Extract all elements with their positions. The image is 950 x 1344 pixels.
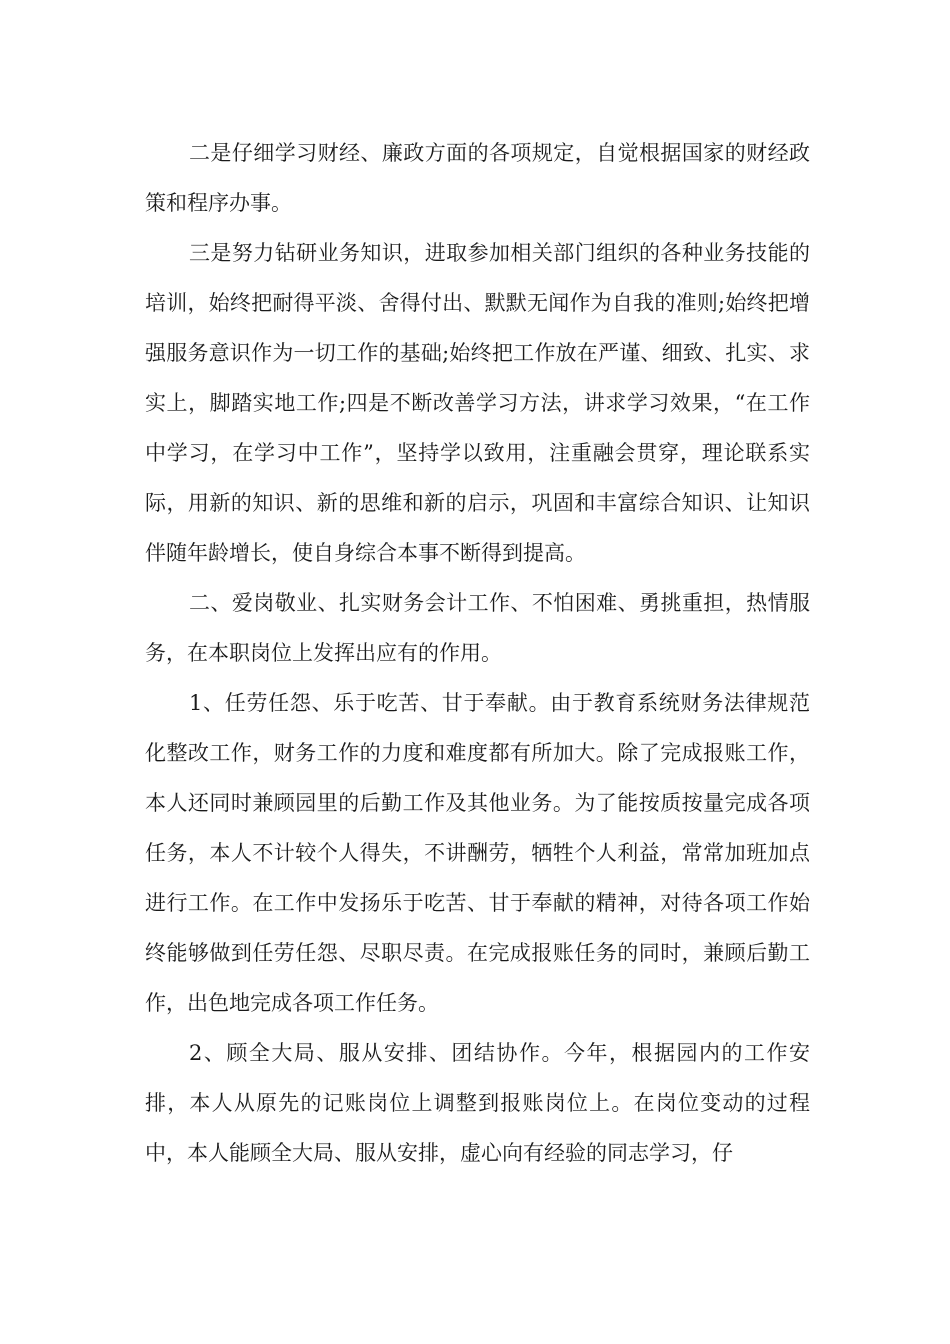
paragraph: 2、顾全大局、服从安排、团结协作。今年，根据园内的工作安排，本人从原先的记账岗位上调整到报账岗位上。在岗位变动的过程中，本人能顾全大局、服从安排，虚心向有经验的同志学习，仔 bbox=[145, 1041, 810, 1165]
paragraph: 二是仔细学习财经、廉政方面的各项规定，自觉根据国家的财经政策和程序办事。 bbox=[145, 141, 810, 215]
paragraph: 1、任劳任怨、乐于吃苦、甘于奉献。由于教育系统财务法律规范化整改工作，财务工作的力度和难度都有所加大。除了完成报账工作，本人还同时兼顾园里的后勤工作及其他业务。为了能按质按量完成各项任务，本人不计较个人得失，不讲酬劳，牺牲个人利益，常常加班加点进行工作。在工作中发扬乐于吃苦、甘于奉献的精神，对待各项工作始终能够做到任劳任怨、尽职尽责。在完成报账任务的同时，兼顾后勤工作，出色地完成各项工作任务。 bbox=[145, 691, 810, 1015]
document-page bbox=[145, 128, 810, 1178]
section-heading-paragraph: 二、爱岗敬业、扎实财务会计工作、不怕困难、勇挑重担，热情服务，在本职岗位上发挥出应有的作用。 bbox=[145, 591, 810, 665]
paragraph: 三是努力钻研业务知识，进取参加相关部门组织的各种业务技能的培训，始终把耐得平淡、舍得付出、默默无闻作为自我的准则;始终把增强服务意识作为一切工作的基础;始终把工作放在严谨、细致、扎实、求实上，脚踏实地工作;四是不断改善学习方法，讲求学习效果，“在工作中学习，在学习中工作”，坚持学以致用，注重融会贯穿，理论联系实际，用新的知识、新的思维和新的启示，巩固和丰富综合知识、让知识伴随年龄增长，使自身综合本事不断得到提高。 bbox=[145, 241, 810, 565]
